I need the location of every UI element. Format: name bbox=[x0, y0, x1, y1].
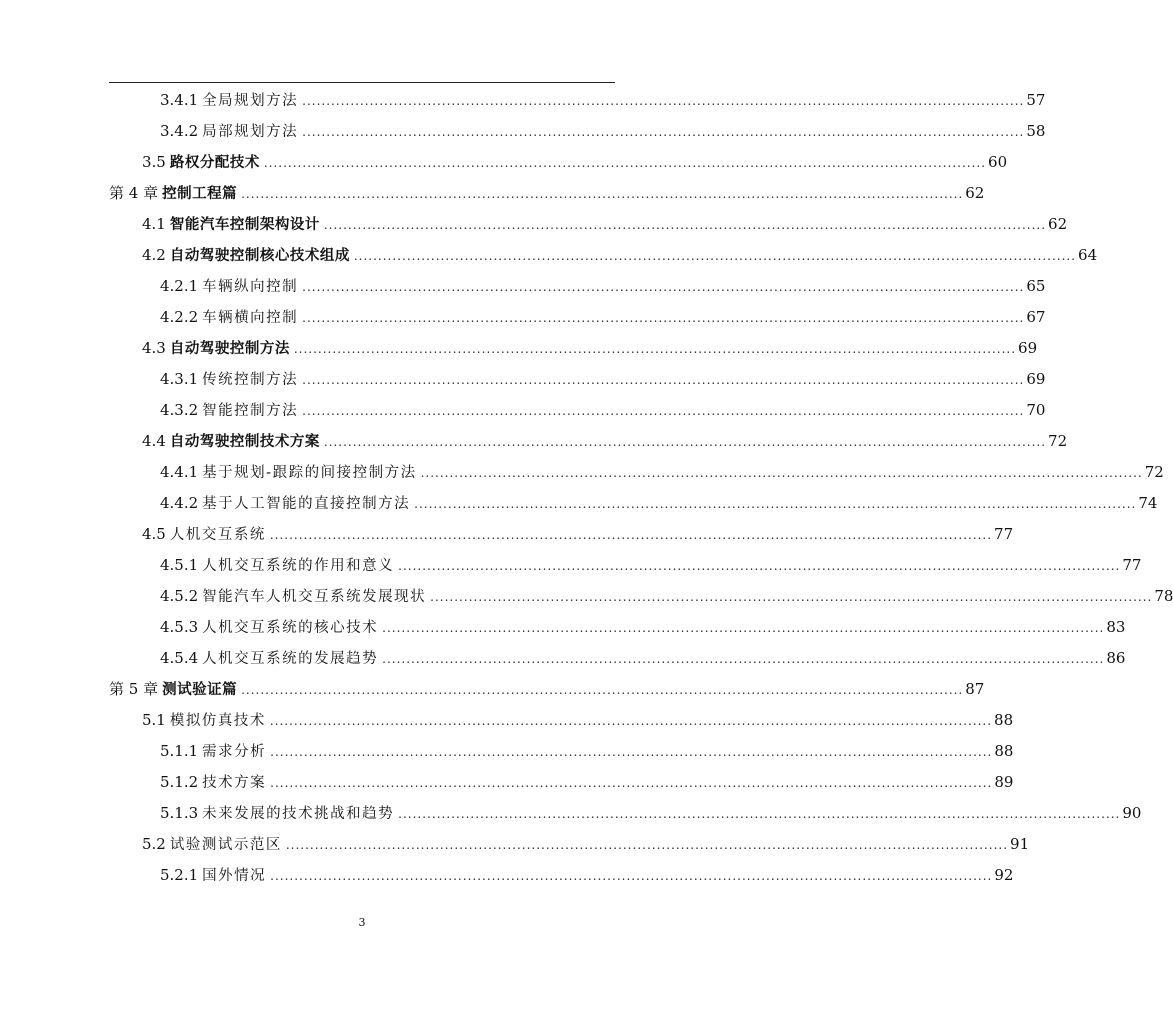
toc-entry-page: 62 bbox=[965, 183, 985, 202]
toc-entry-number: 4.2 bbox=[142, 245, 166, 264]
toc-entry-title: 人机交互系统的核心技术 bbox=[202, 620, 379, 636]
toc-entry-number: 5.2.1 bbox=[160, 865, 199, 884]
toc-entry-page: 74 bbox=[1138, 493, 1158, 512]
dot-leader: ...................................................................................................................................................... bbox=[302, 311, 1025, 325]
header-rule bbox=[109, 82, 615, 83]
toc-entry-page: 78 bbox=[1154, 586, 1173, 605]
toc-entry-number: 3.5 bbox=[142, 152, 166, 171]
toc-entry[interactable] bbox=[0, 487, 1158, 518]
dot-leader: ...................................................................................................................................................... bbox=[263, 156, 987, 170]
toc-entry[interactable] bbox=[0, 394, 1046, 425]
toc-entry-page: 88 bbox=[994, 710, 1014, 729]
toc-entry-title: 未来发展的技术挑战和趋势 bbox=[202, 806, 395, 822]
dot-leader: ...................................................................................................................................................... bbox=[241, 683, 964, 697]
dot-leader: ...................................................................................................................................................... bbox=[414, 497, 1137, 511]
toc-entry[interactable] bbox=[0, 518, 1014, 549]
toc-entry-number: 4.5.3 bbox=[160, 617, 199, 636]
toc-entry-page: 92 bbox=[994, 865, 1014, 884]
toc-entry-title: 人机交互系统 bbox=[169, 527, 266, 543]
toc-entry-number: 4.4.1 bbox=[160, 462, 199, 481]
toc-entry-page: 58 bbox=[1026, 121, 1046, 140]
toc-entry-title: 国外情况 bbox=[202, 868, 267, 884]
toc-entry-title: 控制工程篇 bbox=[162, 185, 238, 202]
toc-entry-title: 自动驾驶控制方法 bbox=[169, 340, 290, 357]
toc-entry-number: 5.1.1 bbox=[160, 741, 199, 760]
toc-entry[interactable] bbox=[0, 735, 1014, 766]
toc-entry-title: 试验测试示范区 bbox=[169, 837, 282, 853]
toc-entry-page: 89 bbox=[994, 772, 1014, 791]
toc-entry-page: 83 bbox=[1106, 617, 1126, 636]
toc-entry-page: 88 bbox=[994, 741, 1014, 760]
dot-leader: ...................................................................................................................................................... bbox=[302, 94, 1025, 108]
toc-entry-title: 自动驾驶控制技术方案 bbox=[169, 433, 320, 450]
toc-entry-number: 4.3.2 bbox=[160, 400, 199, 419]
toc-entry-page: 86 bbox=[1106, 648, 1126, 667]
toc-entry-title: 局部规划方法 bbox=[202, 124, 299, 140]
toc-entry-title: 基于人工智能的直接控制方法 bbox=[202, 496, 411, 512]
toc-entry-number: 4.1 bbox=[142, 214, 166, 233]
toc-entry-page: 64 bbox=[1078, 245, 1098, 264]
toc-entry[interactable] bbox=[0, 208, 1068, 239]
dot-leader: ...................................................................................................................................................... bbox=[382, 652, 1105, 666]
toc-entry-page: 60 bbox=[988, 152, 1008, 171]
dot-leader: ...................................................................................................................................................... bbox=[269, 714, 993, 728]
toc-entry[interactable] bbox=[0, 115, 1046, 146]
toc-entry[interactable] bbox=[0, 84, 1046, 115]
toc-entry-page: 72 bbox=[1048, 431, 1068, 450]
toc-entry-title: 路权分配技术 bbox=[169, 154, 260, 171]
toc-entry[interactable] bbox=[0, 766, 1014, 797]
dot-leader: ...................................................................................................................................................... bbox=[353, 249, 1077, 263]
toc-entry[interactable] bbox=[0, 797, 1142, 828]
page-number: 3 bbox=[358, 916, 366, 929]
toc-entry-title: 车辆纵向控制 bbox=[202, 279, 299, 295]
dot-leader: ...................................................................................................................................................... bbox=[382, 621, 1105, 635]
toc-entry[interactable] bbox=[0, 642, 1126, 673]
toc-entry-number: 4.5.2 bbox=[160, 586, 199, 605]
toc-entry[interactable] bbox=[0, 549, 1142, 580]
toc-entry[interactable] bbox=[0, 859, 1014, 890]
toc-entry[interactable] bbox=[0, 828, 1030, 859]
toc-entry[interactable] bbox=[0, 425, 1068, 456]
toc-entry[interactable] bbox=[0, 704, 1014, 735]
toc-chapter-entry[interactable] bbox=[0, 673, 985, 704]
toc-entry-number: 4.3 bbox=[142, 338, 166, 357]
toc-entry[interactable] bbox=[0, 456, 1164, 487]
toc-entry[interactable] bbox=[0, 611, 1126, 642]
toc-entry-page: 69 bbox=[1026, 369, 1046, 388]
toc-entry-title: 车辆横向控制 bbox=[202, 310, 299, 326]
toc-entry-title: 需求分析 bbox=[202, 744, 267, 760]
toc-entry-title: 基于规划-跟踪的间接控制方法 bbox=[202, 465, 417, 481]
toc-entry[interactable] bbox=[0, 270, 1046, 301]
toc-entry-number: 4.3.1 bbox=[160, 369, 199, 388]
toc-entry[interactable] bbox=[0, 363, 1046, 394]
toc-entry-title: 智能汽车人机交互系统发展现状 bbox=[202, 589, 427, 605]
toc-entry-page: 72 bbox=[1144, 462, 1164, 481]
toc-entry-page: 70 bbox=[1026, 400, 1046, 419]
toc-entry-page: 87 bbox=[965, 679, 985, 698]
toc-entry-number: 第 5 章 bbox=[109, 680, 159, 698]
toc-entry-number: 5.1.2 bbox=[160, 772, 199, 791]
dot-leader: ...................................................................................................................................................... bbox=[420, 466, 1143, 480]
toc-entry[interactable] bbox=[0, 580, 1173, 611]
dot-leader: ...................................................................................................................................................... bbox=[398, 559, 1121, 573]
toc-entry-number: 5.1 bbox=[142, 710, 166, 729]
toc-chapter-entry[interactable] bbox=[0, 177, 985, 208]
toc-entry-page: 69 bbox=[1018, 338, 1038, 357]
toc-entry-title: 智能控制方法 bbox=[202, 403, 299, 419]
dot-leader: ...................................................................................................................................................... bbox=[293, 342, 1017, 356]
toc-entry-title: 自动驾驶控制核心技术组成 bbox=[169, 247, 350, 264]
toc-entry-number: 5.1.3 bbox=[160, 803, 199, 822]
dot-leader: ...................................................................................................................................................... bbox=[269, 528, 993, 542]
toc-entry-number: 4.5.1 bbox=[160, 555, 199, 574]
toc-entry-page: 90 bbox=[1122, 803, 1142, 822]
toc-entry-title: 技术方案 bbox=[202, 775, 267, 791]
toc-entry-page: 62 bbox=[1048, 214, 1068, 233]
toc-entry-page: 77 bbox=[994, 524, 1014, 543]
toc-entry-title: 模拟仿真技术 bbox=[169, 713, 266, 729]
dot-leader: ...................................................................................................................................................... bbox=[270, 745, 993, 759]
dot-leader: ...................................................................................................................................................... bbox=[302, 404, 1025, 418]
toc-entry-number: 5.2 bbox=[142, 834, 166, 853]
toc-entry-number: 3.4.1 bbox=[160, 90, 199, 109]
dot-leader: ...................................................................................................................................................... bbox=[302, 280, 1025, 294]
toc-entry-title: 人机交互系统的作用和意义 bbox=[202, 558, 395, 574]
toc-entry[interactable] bbox=[0, 332, 1038, 363]
dot-leader: ...................................................................................................................................................... bbox=[323, 435, 1047, 449]
toc-entry-title: 测试验证篇 bbox=[162, 681, 238, 698]
toc-entry-number: 4.2.2 bbox=[160, 307, 199, 326]
dot-leader: ...................................................................................................................................................... bbox=[241, 187, 964, 201]
dot-leader: ...................................................................................................................................................... bbox=[323, 218, 1047, 232]
toc-entry-title: 全局规划方法 bbox=[202, 93, 299, 109]
toc-entry[interactable] bbox=[0, 239, 1098, 270]
dot-leader: ...................................................................................................................................................... bbox=[302, 373, 1025, 387]
dot-leader: ...................................................................................................................................................... bbox=[430, 590, 1153, 604]
toc-entry-number: 4.5 bbox=[142, 524, 166, 543]
dot-leader: ...................................................................................................................................................... bbox=[398, 807, 1121, 821]
toc-entry-page: 77 bbox=[1122, 555, 1142, 574]
dot-leader: ...................................................................................................................................................... bbox=[285, 838, 1009, 852]
dot-leader: ...................................................................................................................................................... bbox=[270, 776, 993, 790]
toc-entry-page: 65 bbox=[1026, 276, 1046, 295]
toc-entry-number: 4.4 bbox=[142, 431, 166, 450]
dot-leader: ...................................................................................................................................................... bbox=[270, 869, 993, 883]
toc-entry[interactable] bbox=[0, 301, 1046, 332]
toc-entry-number: 4.4.2 bbox=[160, 493, 199, 512]
toc-entry-number: 4.2.1 bbox=[160, 276, 199, 295]
toc-entry-page: 67 bbox=[1026, 307, 1046, 326]
toc-entry[interactable] bbox=[0, 146, 1008, 177]
dot-leader: ...................................................................................................................................................... bbox=[302, 125, 1025, 139]
toc-entry-title: 传统控制方法 bbox=[202, 372, 299, 388]
toc-entry-title: 人机交互系统的发展趋势 bbox=[202, 651, 379, 667]
toc-entry-page: 57 bbox=[1026, 90, 1046, 109]
toc-entry-page: 91 bbox=[1010, 834, 1030, 853]
toc-entry-title: 智能汽车控制架构设计 bbox=[169, 216, 320, 233]
toc-entry-number: 3.4.2 bbox=[160, 121, 199, 140]
toc-entry-number: 4.5.4 bbox=[160, 648, 199, 667]
toc-entry-number: 第 4 章 bbox=[109, 184, 159, 202]
